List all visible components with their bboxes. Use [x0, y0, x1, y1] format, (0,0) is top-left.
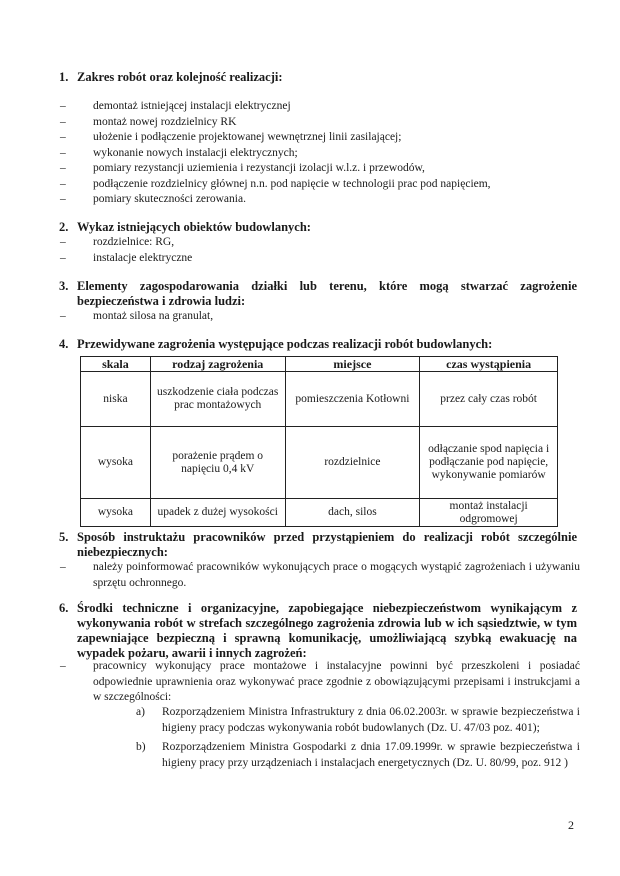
list-item: – wykonanie nowych instalacji elektrycznych;: [60, 146, 580, 162]
list-item: – podłączenie rozdzielnicy głównej n.n. pod napięcie w technologii prac pod napięciem,: [60, 177, 580, 193]
table-cell: uszkodzenie ciała podczas prac montażowych: [150, 372, 285, 427]
list-item: – demontaż istniejącej instalacji elektrycznej: [60, 99, 580, 115]
section-1-list: [60, 99, 580, 208]
table-cell: pomieszczenia Kotłowni: [285, 372, 420, 427]
list-item: – pomiary skuteczności zerowania.: [60, 192, 580, 208]
page-number: 2: [568, 818, 574, 832]
table-cell: montaż instalacji odgromowej: [420, 499, 558, 527]
table-cell: wysoka: [81, 427, 151, 499]
list-item: – instalacje elektryczne: [60, 251, 580, 267]
header-time: czas wystąpienia: [420, 357, 558, 372]
section-2-list: [60, 235, 580, 266]
table-cell: upadek z dużej wysokości: [150, 499, 285, 527]
list-item: – należy poinformować pracowników wykonujących prace o mogących wystąpić zagrożeniach i używaniu sprzętu ochronnego.: [60, 560, 580, 591]
table-cell: odłączanie spod napięcia i podłączanie pod napięcie, wykonywanie pomiarów: [420, 427, 558, 499]
list-item: – ułożenie i podłączenie projektowanej wewnętrznej linii zasilającej;: [60, 130, 580, 146]
table-cell: porażenie prądem o napięciu 0,4 kV: [150, 427, 285, 499]
section-4-title: 4. Przewidywane zagrożenia występujące podczas realizacji robót budowlanych:: [59, 337, 493, 351]
list-item: – rozdzielnice: RG,: [60, 235, 580, 251]
table-row: [81, 372, 558, 427]
hazards-table: [80, 356, 558, 527]
table-cell: wysoka: [81, 499, 151, 527]
list-item: – montaż silosa na granulat,: [60, 309, 580, 325]
section-3-list: [60, 309, 580, 325]
table-cell: niska: [81, 372, 151, 427]
table-header-row: [81, 357, 558, 372]
section-5-list: [60, 560, 580, 591]
section-6-list: [60, 659, 580, 706]
list-item: – montaż nowej rozdzielnicy RK: [60, 115, 580, 131]
section-5-title: 5. Sposób instruktażu pracowników przed przystąpieniem do realizacji robót szczególnie niebezpiecznych:: [59, 530, 577, 559]
table-cell: rozdzielnice: [285, 427, 420, 499]
list-item: – pracownicy wykonujący prace montażowe i instalacyjne powinni być przeszkoleni i posiadać odpowiednie uprawnienia oraz wykonywać prace zgodnie z obowiązującymi przepisami i instrukcjami a w szczególności:: [60, 659, 580, 706]
section-1-title: 1. Zakres robót oraz kolejność realizacji:: [59, 70, 283, 84]
list-item: – pomiary rezystancji uziemienia i rezystancji izolacji w.l.z. i przewodów,: [60, 161, 580, 177]
header-scale: skala: [81, 357, 151, 372]
table-cell: przez cały czas robót: [420, 372, 558, 427]
section-6-title: 6. Środki techniczne i organizacyjne, zapobiegające niebezpieczeństwom wynikającym z wykonywania robót w strefach szczególnego zagrożenia zdrowia lub w ich sąsiedztwie, w tym zapewniające bezpieczną i sprawną komunikację, umożliwiającą szybką ewakuację na wypadek pożaru, awarii i innych zagrożeń:: [59, 601, 577, 660]
regulation-item: b) Rozporządzeniem Ministra Gospodarki z dnia 17.09.1999r. w sprawie bezpieczeństwa i higieny pracy przy urządzeniach i instalacjach energetycznych (Dz. U. 80/99, poz. 912 ): [136, 741, 580, 769]
table-cell: dach, silos: [285, 499, 420, 527]
regulation-item: a) Rozporządzeniem Ministra Infrastruktury z dnia 06.02.2003r. w sprawie bezpieczeństwa i higieny pracy podczas wykonywania robót budowlanych (Dz. U. 47/03 poz. 401);: [136, 706, 580, 734]
table-row: [81, 427, 558, 499]
section-2-title: 2. Wykaz istniejących obiektów budowlanych:: [59, 220, 311, 234]
header-location: miejsce: [285, 357, 420, 372]
table-row: [81, 499, 558, 527]
regulations-list: [136, 705, 580, 775]
header-hazard-type: rodzaj zagrożenia: [150, 357, 285, 372]
section-3-title: 3. Elementy zagospodarowania działki lub terenu, które mogą stwarzać zagrożenie bezpieczeństwa i zdrowia ludzi:: [59, 279, 577, 308]
